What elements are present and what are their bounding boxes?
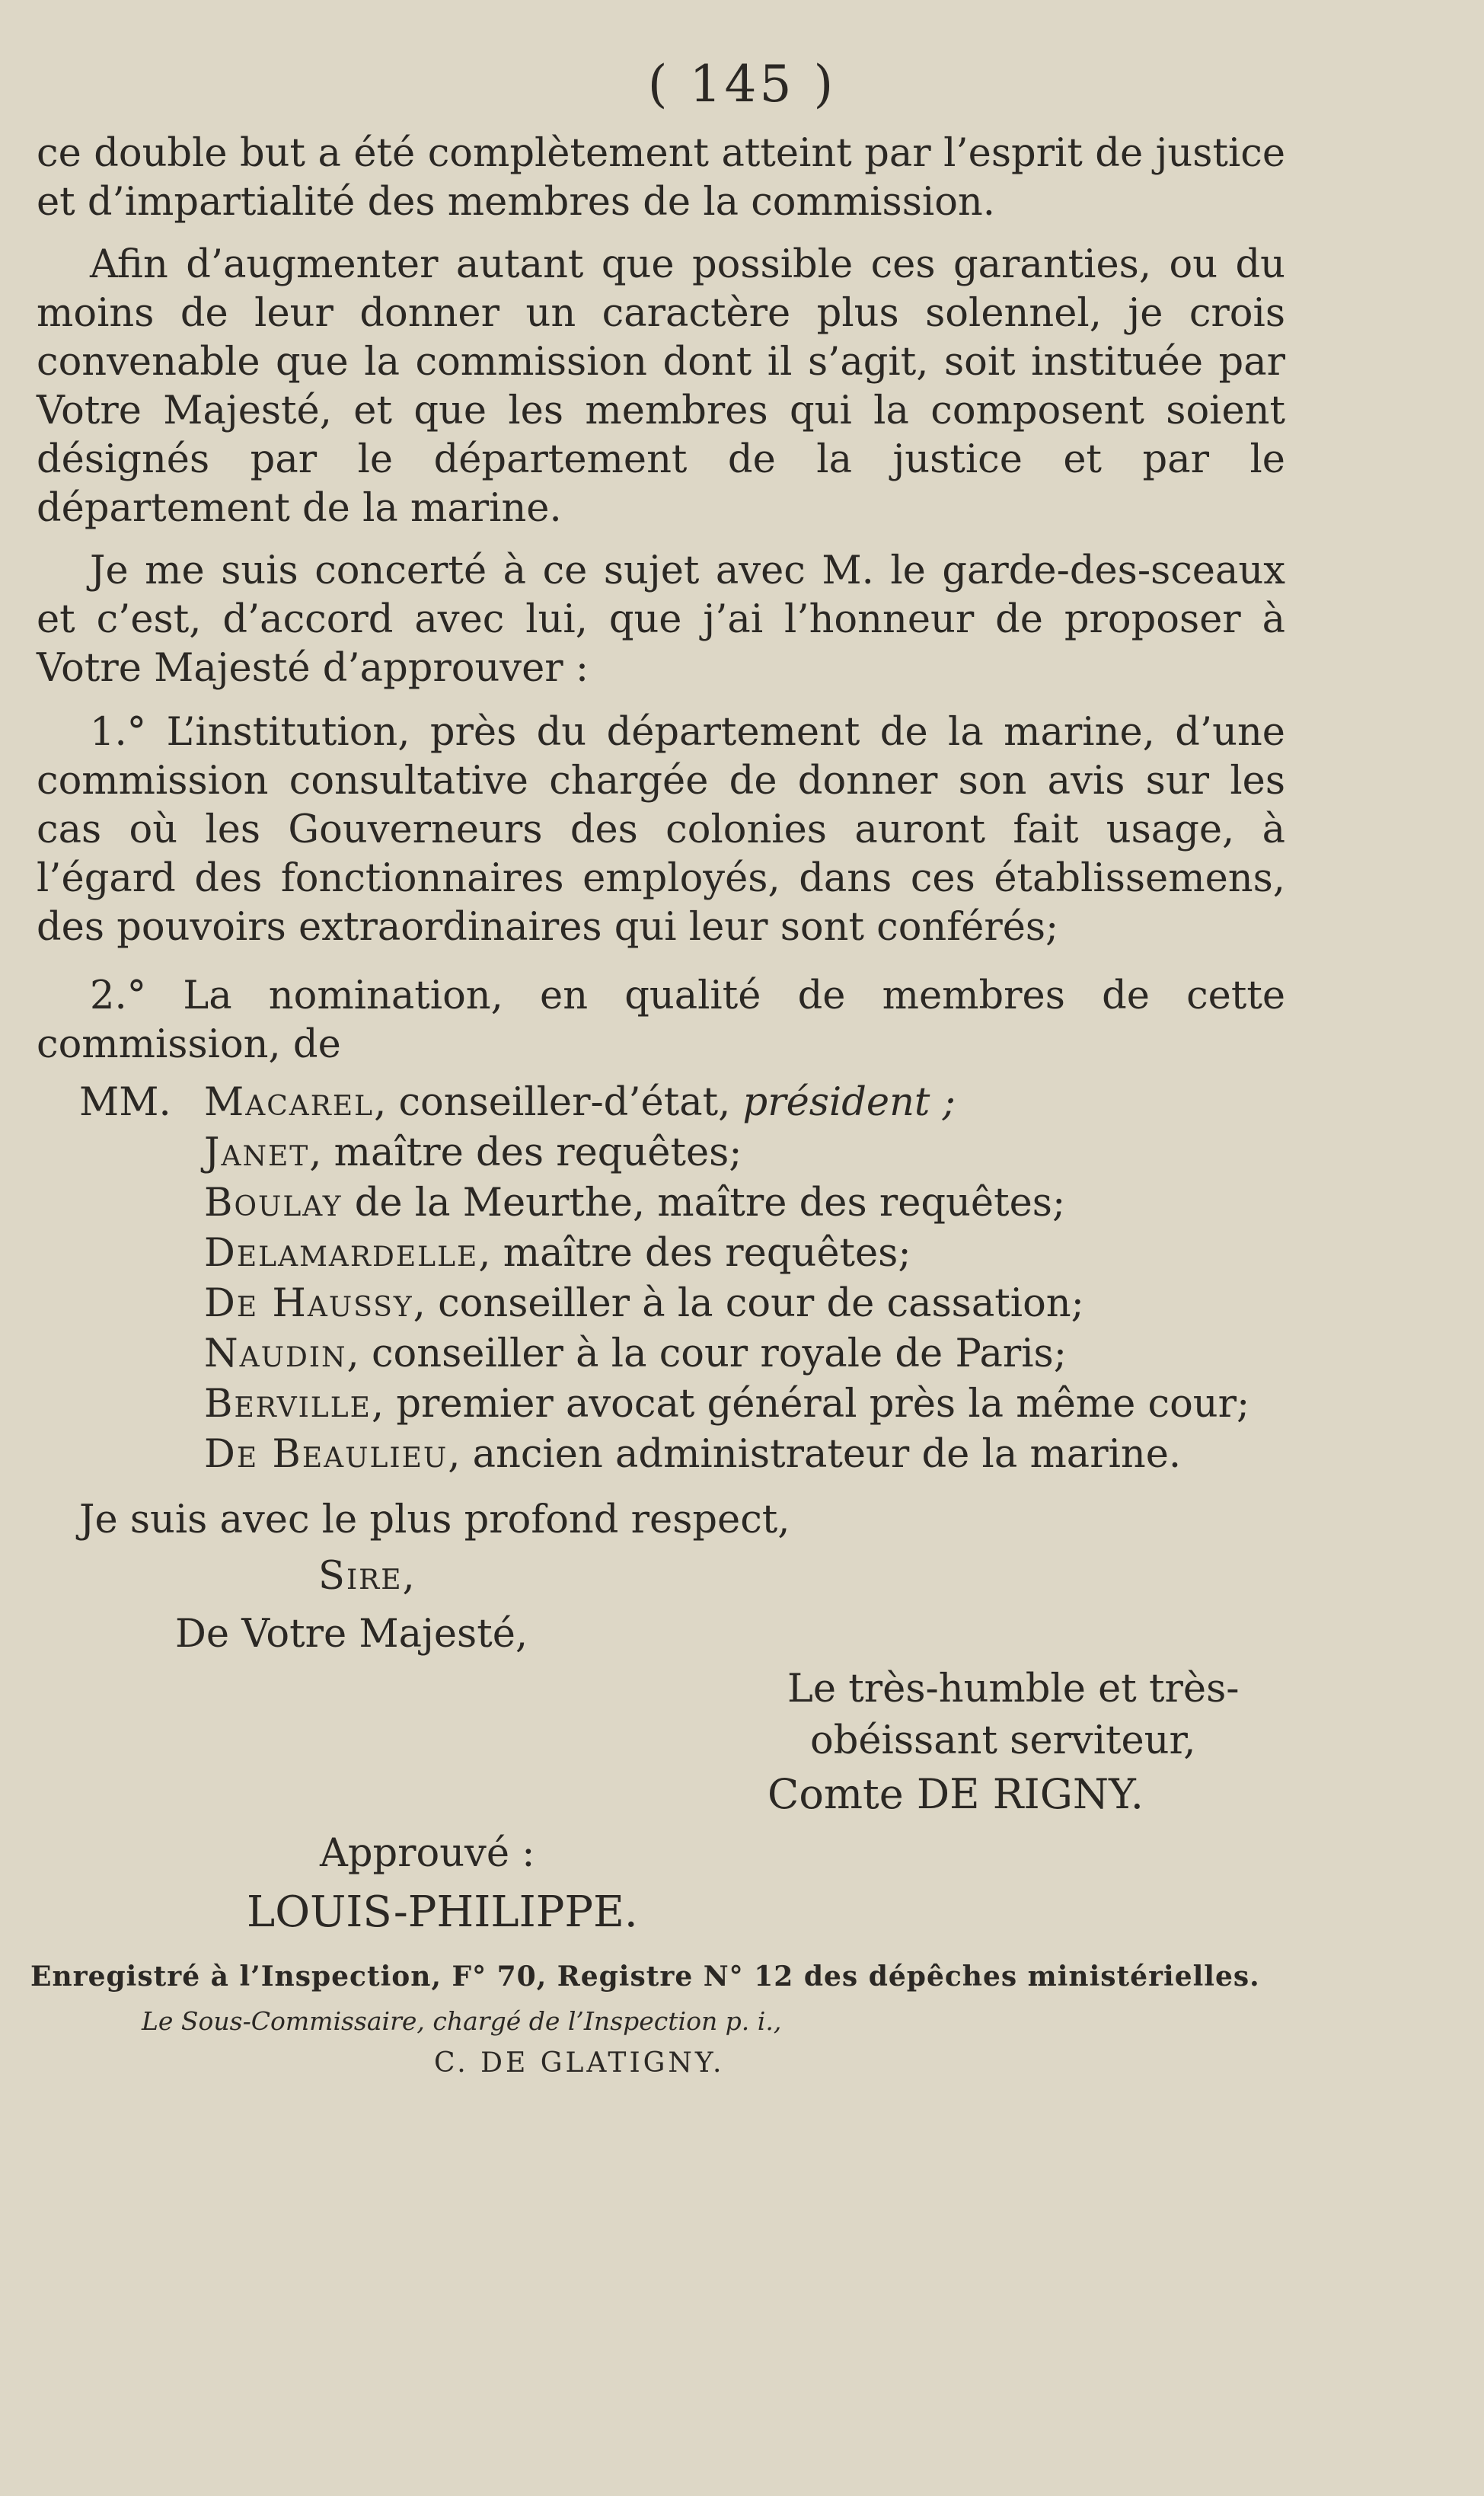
paragraph-concerted bbox=[37, 547, 1285, 693]
member-role: , conseiller à la cour de cassation; bbox=[413, 1281, 1084, 1326]
member-role: , conseiller à la cour royale de Paris; bbox=[346, 1331, 1067, 1376]
member-role: , conseiller-d’état, bbox=[374, 1080, 743, 1125]
member-role: , maître des requêtes; bbox=[309, 1130, 742, 1175]
member-name: Berville bbox=[204, 1382, 372, 1427]
member-name: Delamardelle bbox=[204, 1231, 479, 1276]
member-line bbox=[204, 1432, 1181, 1477]
member-name: Naudin bbox=[204, 1331, 347, 1376]
member-name: Macarel bbox=[204, 1080, 375, 1125]
registration-note: Enregistré à l’Inspection, F° 70, Registre N° 12 des dépêches ministérielles. bbox=[30, 1961, 1260, 1993]
closing-respect: Je suis avec le plus profond respect, bbox=[79, 1497, 790, 1542]
closing-humble-1: Le très-humble et très- bbox=[787, 1667, 1240, 1711]
member-role: de la Meurthe, maître des requêtes; bbox=[342, 1181, 1066, 1226]
paragraph-4: 1.° L’institution, près du département de la marine, d’une commission consultative chargée de donner son avis sur les cas où les Gouverneurs des colonies auront fait usage, à l’égard des fonctionnaires employés, dans ces établissemens, des pouvoirs extraordinaires qui leur sont conférés; bbox=[37, 710, 1285, 950]
approval-label: Approuvé : bbox=[320, 1831, 535, 1876]
paragraph-intro-continuation bbox=[37, 129, 1285, 227]
member-role: , ancien administrateur de la marine. bbox=[448, 1432, 1182, 1477]
member-role: , maître des requêtes; bbox=[478, 1231, 911, 1276]
paragraph-1: ce double but a été complètement atteint par l’esprit de justice et d’impartialité des membres de la commission. bbox=[37, 131, 1285, 225]
page-number: ( 145 ) bbox=[647, 55, 837, 113]
member-name: Janet bbox=[204, 1130, 310, 1175]
paragraph-5: 2.° La nomination, en qualité de membres de cette commission, de bbox=[37, 973, 1285, 1067]
members-label: MM. bbox=[79, 1080, 171, 1125]
member-line bbox=[204, 1130, 742, 1175]
inspection-officer-name: C. DE GLATIGNY. bbox=[434, 2047, 725, 2079]
paragraph-guarantees bbox=[37, 241, 1285, 533]
member-line bbox=[204, 1231, 911, 1276]
member-name: De Beaulieu bbox=[204, 1432, 448, 1477]
closing-sire: Sire, bbox=[318, 1554, 416, 1599]
closing-humble-2: obéissant serviteur, bbox=[810, 1718, 1196, 1763]
member-role: , premier avocat général près la même cour; bbox=[371, 1382, 1250, 1427]
member-line bbox=[204, 1281, 1084, 1326]
member-line bbox=[204, 1331, 1067, 1376]
member-extra: président ; bbox=[742, 1080, 956, 1125]
closing-majesty: De Votre Majesté, bbox=[175, 1612, 528, 1657]
paragraph-3: Je me suis concerté à ce sujet avec M. le garde-des-sceaux et c’est, d’accord avec lui, que j’ai l’honneur de proposer à Votre Majesté d’approuver : bbox=[37, 548, 1285, 691]
member-line bbox=[204, 1080, 956, 1125]
paragraph-2: Afin d’augmenter autant que possible ces garanties, ou du moins de leur donner un caractère plus solennel, je crois convenable que la commission dont il s’agit, soit instituée par Votre Majesté, et que les membres qui la composent soient désignés par le département de la justice et par le département de la marine. bbox=[37, 242, 1285, 531]
member-line bbox=[204, 1181, 1065, 1226]
signature: Comte DE RIGNY. bbox=[768, 1770, 1144, 1818]
member-line bbox=[204, 1382, 1249, 1427]
paragraph-nomination bbox=[37, 972, 1285, 1069]
paragraph-institution bbox=[37, 708, 1285, 952]
member-name: De Haussy bbox=[204, 1281, 413, 1326]
approval-name: LOUIS-PHILIPPE. bbox=[247, 1887, 638, 1937]
inspection-officer: Le Sous-Commissaire, chargé de l’Inspection p. i., bbox=[142, 2006, 782, 2036]
member-name: Boulay bbox=[204, 1181, 343, 1226]
